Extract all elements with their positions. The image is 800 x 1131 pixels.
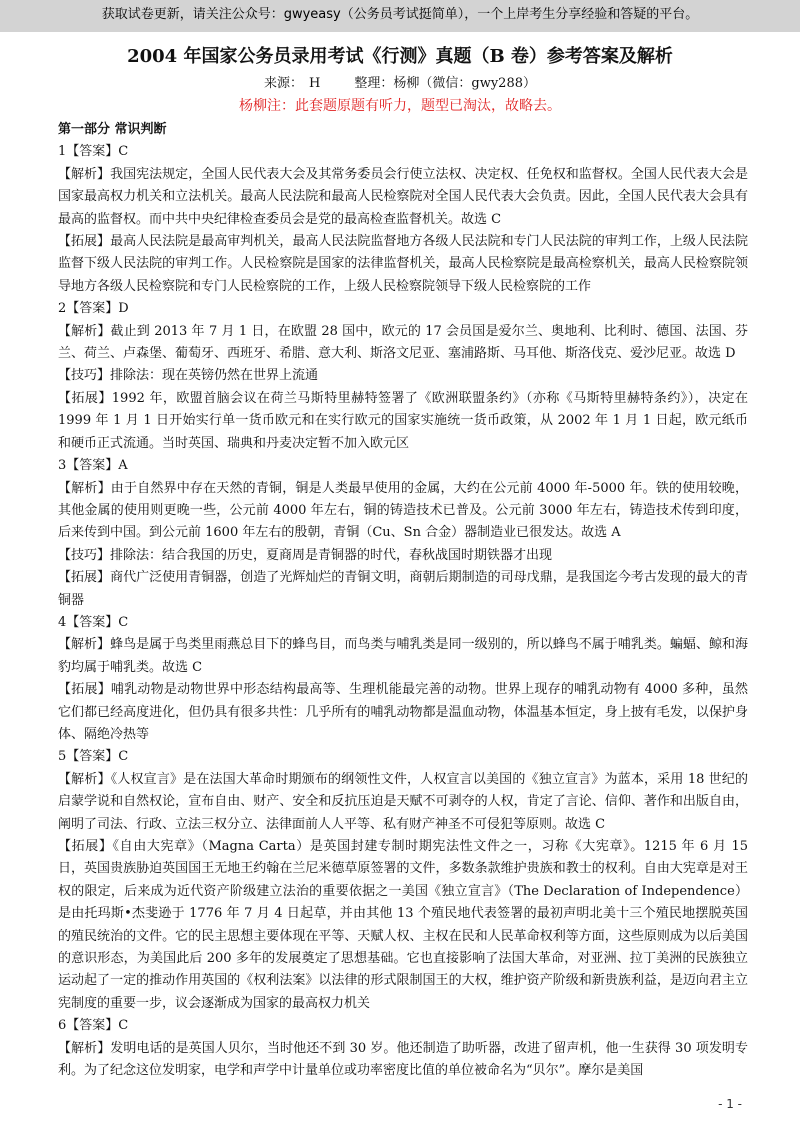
source-line	[0, 74, 800, 94]
extension-4: 【拓展】哺乳动物是动物世界中形态结构最高等、生理机能最完善的动物。世界上现存的哺乳动物有 4000 多种，虽然它们都已经高度进化，但仍具有很多共性：几乎所有的哺乳动物都是温血动物，体温基本恒定，身上披有毛发，以保护身体、隔绝冷热等	[58, 682, 748, 742]
analysis-6: 【解析】发明电话的是英国人贝尔，当时他还不到 30 岁。他还制造了助听器，改进了留声机，他一生获得 30 项发明专利。为了纪念这位发明家，电学和声学中计量单位或功率密度比值的单位被命名为“贝尔”。摩尔是美国	[58, 1040, 748, 1079]
answer-2: 2【答案】D	[58, 301, 129, 317]
answer-4: 4【答案】C	[58, 614, 129, 630]
answer-6: 6【答案】C	[58, 1018, 129, 1034]
top-banner: 获取试卷更新，请关注公众号：gwyeasy（公务员考试挺简单），一个上岸考生分享经验和答疑的平台。	[0, 0, 800, 32]
analysis-3: 【解析】由于自然界中存在天然的青铜，铜是人类最早使用的金属，大约在公元前 4000 年-5000 年。铁的使用较晚，其他金属的使用则更晚一些，公元前 4000 年左右，铜的铸造技术已普及。公元前 3000 年左右，铸造技术传到印度，后来传到中国。到公元前 1600 年左右的殷朝，青铜（Cu、Sn 合金）器制造业已很发达。故选 A	[58, 480, 748, 541]
answer-3: 3【答案】A	[58, 458, 128, 474]
analysis-5: 【解析】《人权宣言》是在法国大革命时期颁布的纲领性文件，人权宣言以美国的《独立宣言》为蓝本，采用 18 世纪的启蒙学说和自然权论，宣布自由、财产、安全和反抗压迫是天赋不可剥夺的人权，肯定了言论、信仰、著作和出版自由，阐明了司法、行政、立法三权分立、法律面前人人平等、私有财产神圣不可侵犯等原则。故选 C	[58, 771, 748, 832]
editor-info: 整理：杨柳（微信：gwy288）	[354, 76, 536, 91]
editor-note: 杨柳注：此套题原题有听力，题型已淘汰，故略去。	[239, 98, 561, 114]
analysis-1: 【解析】我国宪法规定，全国人民代表大会及其常务委员会行使立法权、决定权、任免权和监督权。全国人民代表大会是国家最高权力机关和立法机关。最高人民法院和最高人民检察院对全国人民代表大会负责。因此，全国人民代表大会具有最高的监督权。而中共中央纪律检查委员会是党的最高检查监督机关。故选 C	[58, 166, 748, 227]
extension-2: 【拓展】1992 年，欧盟首脑会议在荷兰马斯特里赫特签署了《欧洲联盟条约》（亦称《马斯特里赫特条约》），决定在 1999 年 1 月 1 日开始实行单一货币欧元和在实行欧元的国家实施统一货币政策，从 2002 年 1 月 1 日起，欧元纸币和硬币正式流通。当时英国、瑞典和丹麦决定暂不加入欧元区	[58, 390, 748, 451]
source-value: H	[309, 76, 321, 91]
source-label: 来源：	[264, 76, 304, 91]
section-title: 第一部分 常识判断	[58, 122, 167, 137]
tip-2: 【技巧】排除法：现在英镑仍然在世界上流通	[58, 368, 319, 384]
analysis-2: 【解析】截止到 2013 年 7 月 1 日，在欧盟 28 国中，欧元的 17 会员国是爱尔兰、奥地利、比利时、德国、法国、芬兰、荷兰、卢森堡、葡萄牙、西班牙、希腊、意大利、斯洛文尼亚、塞浦路斯、马耳他、斯洛伐克、爱沙尼亚。故选 D	[58, 323, 748, 362]
extension-5: 【拓展】《自由大宪章》（Magna Carta）是英国封建专制时期宪法性文件之一，习称《大宪章》。1215 年 6 月 15 日，英国贵族胁迫英国国王无地王约翰在兰尼米德草原签署的文件，多数条款维护贵族和教士的权利。自由大宪章是对王权的限定，后来成为近代资产阶级建立法治的重要依据之一美国《独立宣言》（The Declaration of Independence）是由托玛斯•杰斐逊于 1776 年 7 月 4 日起草，并由其他 13 个殖民地代表签署的最初声明北美十三个殖民地摆脱英国的殖民统治的文件。它的民主思想主要体现在平等、天赋人权、主权在民和人民革命权利等方面，这些原则成为以后美国的意识形态，为美国此后 200 多年的发展奠定了思想基础。它也直接影响了法国大革命，对亚洲、拉丁美洲的民族独立运动起了一定的推动作用英国的《权利法案》以法律的形式限制国王的大权，维护资产阶级和新贵族利益，是迈向君主立宪制度的重要一步，议会逐渐成为国家的最高权力机关	[58, 839, 748, 1011]
analysis-4: 【解析】蜂鸟是属于鸟类里雨燕总目下的蜂鸟目，而鸟类与哺乳类是同一级别的，所以蜂鸟不属于哺乳类。蝙蝠、鲸和海豹均属于哺乳类。故选 C	[58, 637, 748, 675]
answer-5: 5【答案】C	[58, 749, 129, 765]
extension-3: 【拓展】商代广泛使用青铜器，创造了光辉灿烂的青铜文明，商朝后期制造的司母戊鼎，是我国迄今考古发现的最大的青铜器	[58, 570, 748, 608]
answer-1: 1【答案】C	[58, 144, 129, 160]
document-body	[58, 119, 748, 1082]
document-title: 2004 年国家公务员录用考试《行测》真题（B 卷）参考答案及解析	[127, 46, 673, 67]
tip-3: 【技巧】排除法：结合我国的历史，夏商周是青铜器的时代，春秋战国时期铁器才出现	[58, 547, 553, 563]
page-number: - 1 -	[718, 1097, 742, 1111]
extension-1: 【拓展】最高人民法院是最高审判机关，最高人民法院监督地方各级人民法院和专门人民法院的审判工作，上级人民法院监督下级人民法院的审判工作。人民检察院是国家的法律监督机关，最高人民检察院是最高检察机关，最高人民检察院领导地方各级人民检察院和专门人民检察院的工作，上级人民检察院领导下级人民检察院的工作	[58, 234, 748, 294]
